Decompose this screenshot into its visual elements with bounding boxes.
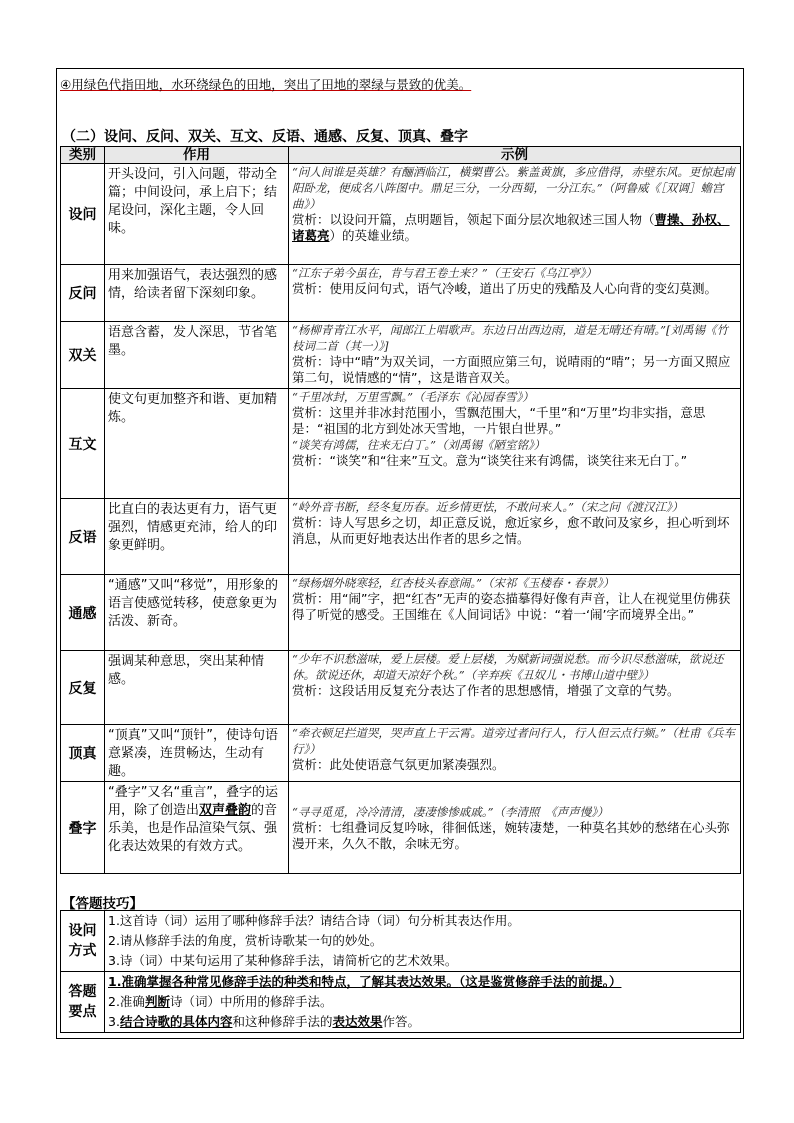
header-example: 示例 — [289, 147, 741, 164]
header-category: 类别 — [61, 147, 105, 164]
row-function: 使文句更加整齐和谐、更加精炼。 — [105, 389, 289, 499]
example-note: 赏析：“谈笑”和“往来”互文。意为“谈笑往来有鸿儒，谈笑往来无白丁。” — [292, 453, 688, 468]
example-poem: “江东子弟今虽在，肯与君王卷土来？”（王安石《乌江亭》） — [292, 266, 598, 280]
row-example — [289, 499, 741, 575]
example-note: 赏析：诗中“晴”为双关词，一方面照应第三句，说晴雨的“晴”；另一方面又照应第二句，说情感的“情”，这是谐音双关。 — [292, 354, 731, 385]
section-title: （二）设问、反问、双关、互文、反语、通感、反复、顶真、叠字 — [62, 129, 468, 145]
tips-row — [61, 972, 741, 1033]
example-poem: “岭外音书断，经冬复历春。近乡情更怯，不敢问来人。”（宋之问《渡汉江》） — [292, 500, 684, 514]
example-note: 赏析：七组叠词反复吟咏，徘徊低迷，婉转凄楚，一种莫名其妙的愁绪在心头弥漫开来，久久不散，余味无穷。 — [292, 819, 730, 851]
example-poem: “问人间谁是英雄？有酾酒临江，横槊曹公。紫盖黄旗，多应借得，赤壁东风。更惊起南阳卧龙，便成名八阵图中。鼎足三分，一分西蜀，一分江东。”（阿鲁威《［双调］蟾宫曲》） — [292, 165, 735, 211]
tips-row — [61, 911, 741, 972]
list-item: 1.这首诗（词）运用了哪种修辞手法？请结合诗（词）句分析其表达作用。 — [108, 913, 520, 928]
table-row — [61, 265, 741, 322]
example-note: 赏析：以设问开篇，点明题旨，领起下面分层次地叙述三国人物（曹操、孙权、诸葛亮）的英雄业绩。 — [292, 212, 730, 243]
row-category: 互文 — [61, 389, 105, 499]
rhetoric-table — [60, 146, 741, 874]
tips-title: 【答题技巧】 — [62, 896, 143, 912]
example-poem: “少年不识愁滋味，爱上层楼。爱上层楼，为赋新词强说愁。而今识尽愁滋味，欲说还休。欲说还休，却道天凉好个秋。”（辛弃疾《丑奴儿・书博山道中壁》） — [292, 652, 724, 682]
example-note: 赏析：这里并非冰封范围小，雪飘范围大，“千里”和“万里”均非实指，意思是：“祖国的北方到处冰天雪地，一片银白世界。” — [292, 405, 706, 436]
example-note: 赏析：用“闹”字，把“红杏”无声的姿态描摹得好像有声音，让人在视觉里仿佛获得了听觉的感受。王国维在《人间词话》中说：“着一‘闹’字而境界全出。” — [292, 591, 731, 622]
ask-method-items — [105, 911, 741, 972]
row-example — [289, 725, 741, 782]
list-item: 3.诗（词）中某句运用了某种修辞手法，请简析它的艺术效果。 — [108, 953, 458, 968]
row-function: 比直白的表达更有力，语气更强烈，情感更充沛，给人的印象更鲜明。 — [105, 499, 289, 575]
row-example — [289, 265, 741, 322]
row-category: 设问 — [61, 164, 105, 265]
row-example — [289, 575, 741, 651]
header-function: 作用 — [105, 147, 289, 164]
row-function: “通感”又叫“移觉”，用形象的语言使感觉转移，使意象更为活泼、新奇。 — [105, 575, 289, 651]
table-row — [61, 782, 741, 874]
table-row — [61, 389, 741, 499]
example-poem: “千里冰封，万里雪飘。”（毛泽东《沁园春雪》） — [292, 390, 534, 404]
example-note: 赏析：此处使语意气氛更加紧凑强烈。 — [292, 757, 505, 772]
row-category: 顶真 — [61, 725, 105, 782]
row-category: 通感 — [61, 575, 105, 651]
list-item: 2.请从修辞手法的角度，赏析诗歌某一句的妙处。 — [108, 933, 383, 948]
answer-key-label: 答题要点 — [61, 972, 105, 1033]
example-note: 赏析：使用反问句式，语气冷峻，道出了历史的残酷及人心向背的变幻莫测。 — [292, 281, 718, 296]
table-row — [61, 164, 741, 265]
example-poem: “寻寻觅觅，冷冷清清，凄凄惨惨戚戚。”（李清照 《声声慢》） — [292, 804, 609, 819]
row-function: 用来加强语气，表达强烈的感情，给读者留下深刻印象。 — [105, 265, 289, 322]
tips-table — [60, 910, 741, 1033]
row-category: 反语 — [61, 499, 105, 575]
row-example — [289, 389, 741, 499]
row-function: 开头设问，引入问题，带动全篇；中间设问，承上启下；结尾设问，深化主题，令人回味。 — [105, 164, 289, 265]
table-row — [61, 725, 741, 782]
example-poem: “谈笑有鸿儒，往来无白丁。”（刘禹锡《陋室铭》） — [292, 438, 546, 452]
list-item: 2.准确判断诗（词）中所用的修辞手法。 — [108, 994, 333, 1009]
row-function: 强调某种意思，突出某种情感。 — [105, 651, 289, 725]
example-poem: “杨柳青青江水平，闻郎江上唱歌声。东边日出西边雨，道是无晴还有晴。”[刘禹锡《竹枝词二首（其一）》] — [292, 323, 728, 353]
example-poem: “牵衣顿足拦道哭，哭声直上干云霄。道旁过者问行人，行人但云点行频。”（杜甫《兵车行》） — [292, 726, 736, 756]
answer-key-items — [105, 972, 741, 1033]
row-example — [289, 782, 741, 874]
table-header-row — [61, 147, 741, 164]
list-item: 3.结合诗歌的具体内容和这种修辞手法的表达效果作答。 — [108, 1014, 420, 1029]
row-category: 双关 — [61, 322, 105, 389]
list-item: 1.准确掌握各种常见修辞手法的种类和特点，了解其表达效果。（这是鉴赏修辞手法的前提。） — [108, 974, 622, 989]
top-note: ④用绿色代指田地，水环绕绿色的田地，突出了田地的翠绿与景致的优美。 — [60, 77, 472, 92]
row-example — [289, 164, 741, 265]
row-function: “顶真”又叫“顶针”，使诗句语意紧凑，连贯畅达，生动有趣。 — [105, 725, 289, 782]
example-note: 赏析：诗人写思乡之切，却正意反说，愈近家乡，愈不敢问及家乡，担心听到坏消息，从而更好地表达出作者的思乡之情。 — [292, 515, 730, 546]
row-category: 反复 — [61, 651, 105, 725]
row-function: 语意含蓄，发人深思，节省笔墨。 — [105, 322, 289, 389]
table-row — [61, 575, 741, 651]
example-note: 赏析：这段话用反复充分表达了作者的思想感情，增强了文章的气势。 — [292, 683, 680, 698]
row-category: 叠字 — [61, 782, 105, 874]
row-function: “叠字”又名“重言”，叠字的运用，除了创造出双声叠韵的音乐美，也是作品渲染气氛、强化表达效果的有效方式。 — [105, 782, 289, 874]
table-row — [61, 651, 741, 725]
table-row — [61, 499, 741, 575]
table-row — [61, 322, 741, 389]
row-example — [289, 322, 741, 389]
example-poem: “绿杨烟外晓寒轻，红杏枝头春意闹。”（宋祁《玉楼春・春景》） — [292, 576, 615, 590]
row-example — [289, 651, 741, 725]
row-category: 反问 — [61, 265, 105, 322]
ask-method-label: 设问方式 — [61, 911, 105, 972]
